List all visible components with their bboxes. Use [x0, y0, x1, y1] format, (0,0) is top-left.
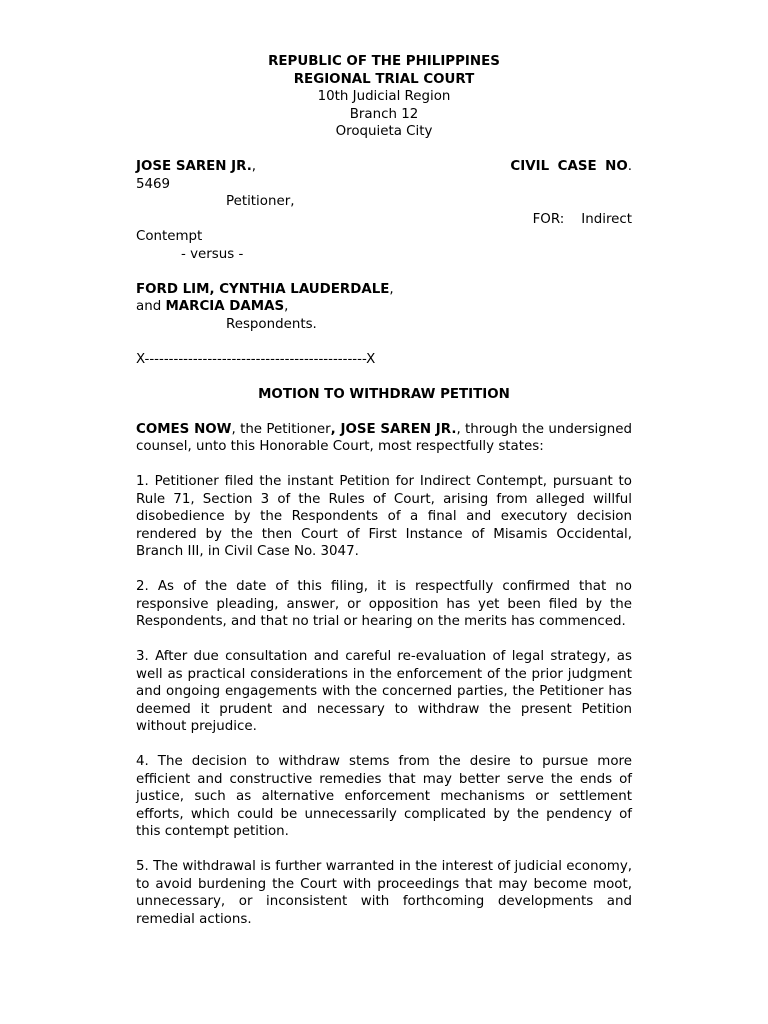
motion-title: MOTION TO WITHDRAW PETITION	[258, 386, 510, 402]
intro-paragraph: COMES NOW, the Petitioner, JOSE SAREN JR., through the undersigned counsel, unto this Honorable Court, most respectfully states:	[136, 421, 632, 454]
comes-now: COMES NOW	[136, 421, 232, 437]
paragraph-4: 4. The decision to withdraw stems from the desire to pursue more efficient and constructive remedies that may better serve the ends of justice, such as alternative enforcement mechanisms or settlement efforts, which could be unnecessarily complicated by the pendency of this contempt petition.	[136, 754, 632, 839]
paragraph-3: 3. After due consultation and careful re-evaluation of legal strategy, as well as practical considerations in the enforcement of the prior judgment and ongoing engagements with the concerned parties, the Petitioner has deemed it prudent and necessary to withdraw the present Petition without prejudice.	[136, 649, 632, 734]
respondent-names: FORD LIM, CYNTHIA LAUDERDALE	[136, 281, 390, 297]
republic-heading: REPUBLIC OF THE PHILIPPINES	[268, 54, 500, 69]
respondents-line-2: and MARCIA DAMAS,	[136, 299, 289, 314]
case-number: 5469	[136, 176, 171, 192]
court-header	[136, 53, 632, 141]
court-heading: REGIONAL TRIAL COURT	[293, 71, 475, 87]
document-page	[136, 53, 632, 928]
for-value-continued: Contempt	[136, 229, 203, 244]
petitioner-name: JOSE SAREN JR.	[136, 159, 252, 174]
case-number-label: CIVIL CASE NO.	[510, 159, 632, 174]
petitioner-role: Petitioner,	[226, 194, 295, 209]
paragraph-1: 1. Petitioner filed the instant Petition for Indirect Contempt, pursuant to Rule 71, Section 3 of the Rules of Court, arising from alleged willful disobedience by the Respondents of a final and executory decision rendered by the then Court of First Instance of Misamis Occidental, Branch III, in Civil Case No. 3047.	[136, 474, 632, 559]
respondent-last: MARCIA DAMAS	[165, 299, 285, 314]
versus-line: - versus -	[181, 246, 244, 262]
city-line: Oroquieta City	[335, 124, 433, 139]
caption-row-1: JOSE SAREN JR., CIVIL CASE NO.	[136, 159, 632, 174]
branch-line: Branch 12	[349, 106, 419, 122]
respondent-role: Respondents.	[226, 316, 317, 332]
case-caption	[136, 158, 632, 368]
caption-separator: X----------------------------------------------X	[136, 351, 376, 367]
petitioner-name-inline: , JOSE SAREN JR.	[330, 421, 457, 437]
respondents-line-1: FORD LIM, CYNTHIA LAUDERDALE,	[136, 281, 394, 297]
for-line: FOR: Indirect	[532, 211, 632, 227]
region-line: 10th Judicial Region	[317, 89, 451, 104]
paragraph-2: 2. As of the date of this filing, it is respectfully confirmed that no responsive pleading, answer, or opposition has yet been filed by the Respondents, and that no trial or hearing on the merits has commenced.	[136, 579, 632, 629]
paragraph-5: 5. The withdrawal is further warranted in the interest of judicial economy, to avoid burdening the Court with proceedings that may become moot, unnecessary, or inconsistent with forthcoming developments and remedial actions.	[136, 859, 632, 927]
